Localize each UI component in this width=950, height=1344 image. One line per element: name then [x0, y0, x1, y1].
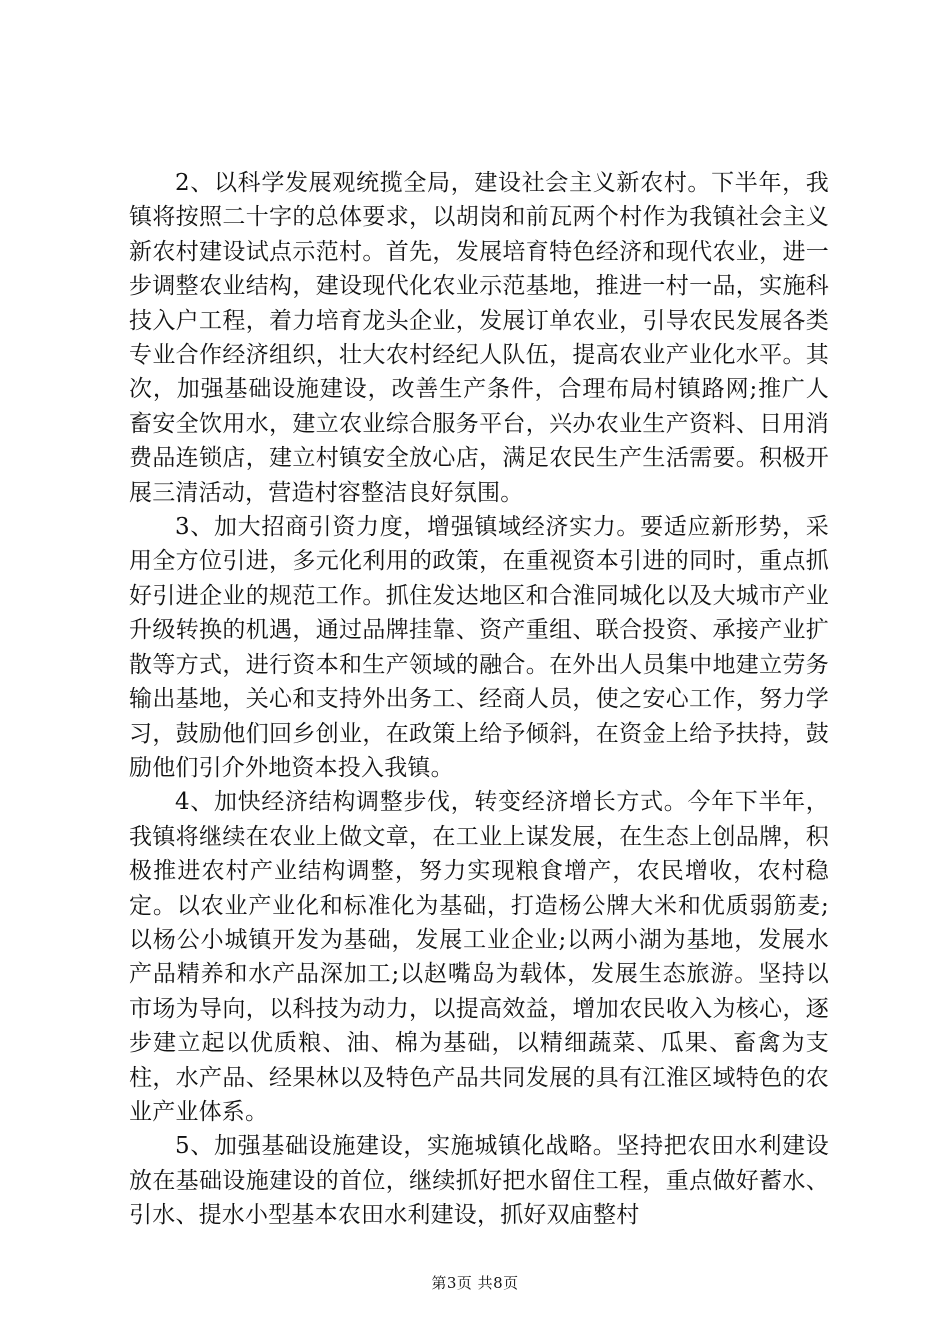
- paragraph-5: 5、加强基础设施建设，实施城镇化战略。坚持把农田水利建设放在基础设施建设的首位，继续抓好把水留住工程，重点做好蓄水、引水、提水小型基本农田水利建设，抓好双庙整村: [129, 1133, 829, 1229]
- paragraph-2: 2、以科学发展观统揽全局，建设社会主义新农村。下半年，我镇将按照二十字的总体要求，以胡岗和前瓦两个村作为我镇社会主义新农村建设试点示范村。首先，发展培育特色经济和现代农业，进一步调整农业结构，建设现代化农业示范基地，推进一村一品，实施科技入户工程，着力培育龙头企业，发展订单农业，引导农民发展各类专业合作经济组织，壮大农村经纪人队伍，提高农业产业化水平。其次，加强基础设施建设，改善生产条件，合理布局村镇路网;推广人畜安全饮用水，建立农业综合服务平台，兴办农业生产资料、日用消费品连锁店，建立村镇安全放心店，满足农民生产生活需要。积极开展三清活动，营造村容整洁良好氛围。: [129, 170, 829, 506]
- paragraph-3: 3、加大招商引资力度，增强镇域经济实力。要适应新形势，采用全方位引进，多元化利用的政策，在重视资本引进的同时，重点抓好引进企业的规范工作。抓住发达地区和合淮同城化以及大城市产业升级转换的机遇，通过品牌挂靠、资产重组、联合投资、承接产业扩散等方式，进行资本和生产领域的融合。在外出人员集中地建立劳务输出基地，关心和支持外出务工、经商人员，使之安心工作，努力学习，鼓励他们回乡创业，在政策上给予倾斜，在资金上给予扶持，鼓励他们引介外地资本投入我镇。: [129, 514, 829, 781]
- page-footer: 第3页 共8页: [431, 1274, 519, 1292]
- paragraph-4: 4、加快经济结构调整步伐，转变经济增长方式。今年下半年，我镇将继续在农业上做文章，在工业上谋发展，在生态上创品牌，积极推进农村产业结构调整，努力实现粮食增产，农民增收，农村稳定。以农业产业化和标准化为基础，打造杨公牌大米和优质弱筋麦;以杨公小城镇开发为基础，发展工业企业;以两小湖为基地，发展水产品精养和水产品深加工;以赵嘴岛为载体，发展生态旅游。坚持以市场为导向，以科技为动力，以提高效益，增加农民收入为核心，逐步建立起以优质粮、油、棉为基础，以精细蔬菜、瓜果、畜禽为支柱，水产品、经果林以及特色产品共同发展的具有江淮区域特色的农业产业体系。: [129, 789, 829, 1125]
- document-body: [129, 166, 829, 1233]
